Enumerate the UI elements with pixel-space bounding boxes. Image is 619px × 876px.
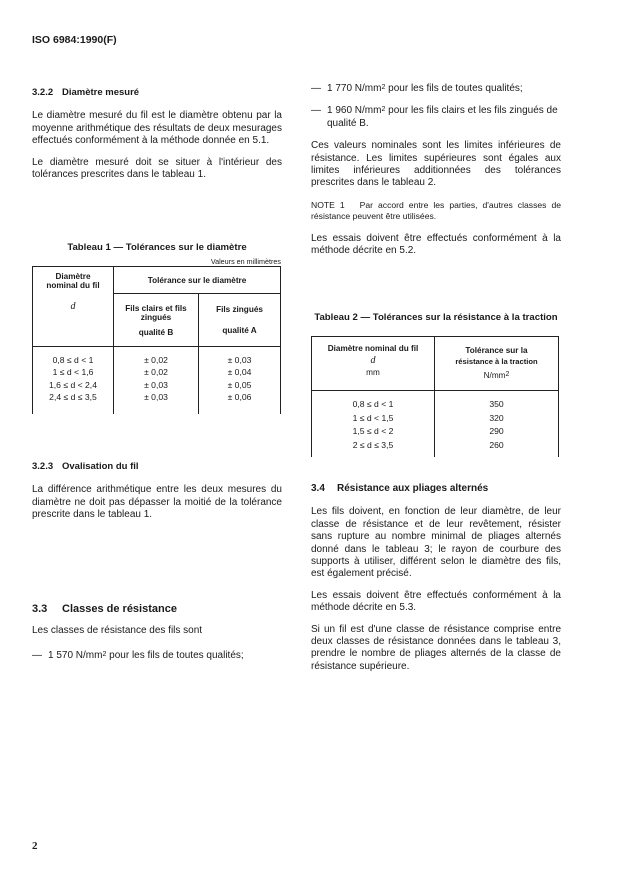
list-item (32, 650, 282, 662)
header-line: Tolérance sur la (465, 346, 528, 355)
header-line: qualité A (222, 326, 257, 335)
table-row (33, 347, 281, 414)
superscript: 2 (505, 371, 510, 378)
cell: ± 0,02 (144, 355, 168, 365)
value: 1 770 N/mm (327, 83, 382, 94)
table-1-header-fils-clairs (114, 294, 199, 347)
section-3-3-heading (32, 603, 282, 615)
header-line: Fils zingués (216, 305, 263, 314)
diameter-cells (33, 347, 114, 414)
cell: 320 (489, 412, 504, 423)
note (311, 200, 561, 222)
table-1-header-diameter (33, 267, 114, 347)
cell: 1,5 ≤ d < 2 (352, 426, 394, 436)
header-unit (435, 370, 558, 381)
section-3-4-heading (311, 483, 561, 495)
paragraph: Ces valeurs nominales sont les limites inférieures de résistance. Les limites supérieures sont égales aux limites inférieures additionnées des tolérances prescrites dans le tableau 2. (311, 140, 561, 189)
cell: ± 0,03 (144, 392, 168, 403)
superscript: 2 (102, 650, 107, 658)
header-line: zingués (140, 312, 172, 322)
table-1-caption: Tableau 1 — Tolérances sur le diamètre (67, 242, 247, 253)
quality-b-cells (114, 347, 199, 414)
paragraph: Les essais doivent être effectués conformément à la méthode décrite en 5.2. (311, 232, 561, 257)
section-number: 3.2.2 (32, 87, 54, 98)
right-column (311, 83, 561, 258)
cell: 350 (489, 399, 504, 409)
text: pour les fils clairs et les fils zingués de qualité B. (327, 105, 558, 129)
header-symbol: d (370, 355, 376, 366)
section-title: Classes de résistance (62, 603, 177, 615)
cell: 260 (489, 439, 504, 450)
dash-bullet: — (311, 83, 321, 94)
value: 1 960 N/mm (327, 105, 382, 117)
cell: ± 0,02 (144, 367, 168, 378)
header-symbol: d (70, 301, 76, 312)
paragraph: Le diamètre mesuré doit se situer à l'intérieur des tolérances prescrites dans le tableau 1. (32, 156, 282, 181)
table-1 (32, 266, 281, 414)
paragraph: Les classes de résistance des fils sont (32, 625, 203, 637)
cell: ± 0,06 (227, 392, 252, 403)
header-line: Diamètre (55, 272, 91, 281)
text: pour les fils de toutes qualités; (385, 83, 523, 94)
list-item (311, 105, 561, 130)
table-2-caption: Tableau 2 — Tolérances sur la résistance à la traction (314, 312, 558, 323)
cell: 0,8 ≤ d < 1 (352, 399, 394, 409)
cell: 2,4 ≤ d ≤ 3,5 (49, 392, 97, 403)
paragraph: Le diamètre mesuré du fil est le diamètre obtenu par la moyenne arithmétique des résultats de deux mesurages effectués conformément à la méthode donnée en 5.1. (32, 110, 282, 147)
header-line: nominal du fil (46, 281, 100, 290)
paragraph: La différence arithmétique entre les deux mesures du diamètre ne doit pas dépasser la moitié de la tolérance prescrite dans le tableau 1. (32, 484, 282, 521)
paragraph: Les fils doivent, en fonction de leur diamètre, de leur classe de résistance et de leur revêtement, résister sans rupture au nombre minimal de pliages alternés donné dans le tableau 3; le rayon de courbure des supports à utiliser, différent selon le diamètre des fils, est également précisé. (311, 506, 561, 580)
cell: 1,6 ≤ d < 2,4 (49, 379, 97, 390)
note-text: Par accord entre les parties, d'autres classes de résistance peuvent être utilisées. (311, 199, 562, 221)
tolerance-cells (435, 391, 559, 458)
header-line: résistance à la traction (455, 357, 538, 366)
paragraph: Si un fil est d'une classe de résistance comprise entre deux classes de résistance données dans le tableau 3, prendre le nombre de pliages alternés de la classe de résistance supérieure. (311, 623, 561, 672)
left-column (32, 87, 282, 181)
cell: 290 (489, 426, 504, 436)
section-3-2-3-heading (32, 461, 282, 473)
header-unit: mm (366, 368, 380, 377)
section-3-2-2-heading (32, 87, 282, 99)
header-line: Diamètre nominal du fil (327, 344, 419, 353)
section-title: Ovalisation du fil (62, 461, 139, 472)
cell: ± 0,04 (227, 367, 252, 378)
table-1-header-fils-zingues (199, 294, 281, 347)
dash-bullet: — (311, 105, 321, 117)
list-item (311, 83, 561, 95)
section-number: 3.2.3 (32, 461, 54, 472)
diameter-cells (312, 391, 435, 458)
cell: ± 0,03 (144, 379, 168, 390)
header-line: qualité B (138, 327, 174, 337)
section-3-2-3 (32, 461, 282, 522)
cell: 1 ≤ d < 1,6 (52, 367, 94, 378)
section-3-3 (32, 603, 282, 662)
table-1-units: Valeurs en millimètres (210, 257, 281, 266)
cell: 2 ≤ d ≤ 3,5 (352, 439, 394, 450)
section-3-4 (311, 483, 561, 673)
note-label: NOTE 1 (311, 199, 345, 210)
section-title: Résistance aux pliages alternés (337, 483, 489, 494)
value: 1 570 N/mm (48, 649, 103, 661)
table-2-header-diameter (312, 337, 435, 391)
header-line: Fils clairs et fils (125, 303, 187, 313)
section-title: Diamètre mesuré (62, 87, 140, 98)
cell: ± 0,03 (227, 355, 252, 365)
superscript: 2 (381, 84, 386, 91)
table-2 (311, 336, 559, 457)
page-number: 2 (32, 840, 38, 852)
table-1-header-tolerance: Tolérance sur le diamètre (114, 267, 281, 294)
cell: ± 0,05 (227, 379, 252, 390)
superscript: 2 (381, 106, 386, 114)
quality-a-cells (199, 347, 281, 414)
text: pour les fils de toutes qualités; (106, 649, 244, 661)
cell: 1 ≤ d < 1,5 (352, 412, 394, 423)
paragraph: Les essais doivent être effectués conformément à la méthode décrite en 5.3. (311, 589, 561, 614)
section-number: 3.3 (32, 603, 48, 615)
document-id: ISO 6984:1990(F) (32, 34, 117, 46)
table-2-header-tolerance (435, 337, 559, 391)
cell: 0,8 ≤ d < 1 (52, 355, 94, 365)
dash-bullet: — (32, 649, 42, 661)
unit: N/mm (483, 371, 506, 380)
table-row (312, 391, 559, 458)
section-number: 3.4 (311, 483, 325, 494)
